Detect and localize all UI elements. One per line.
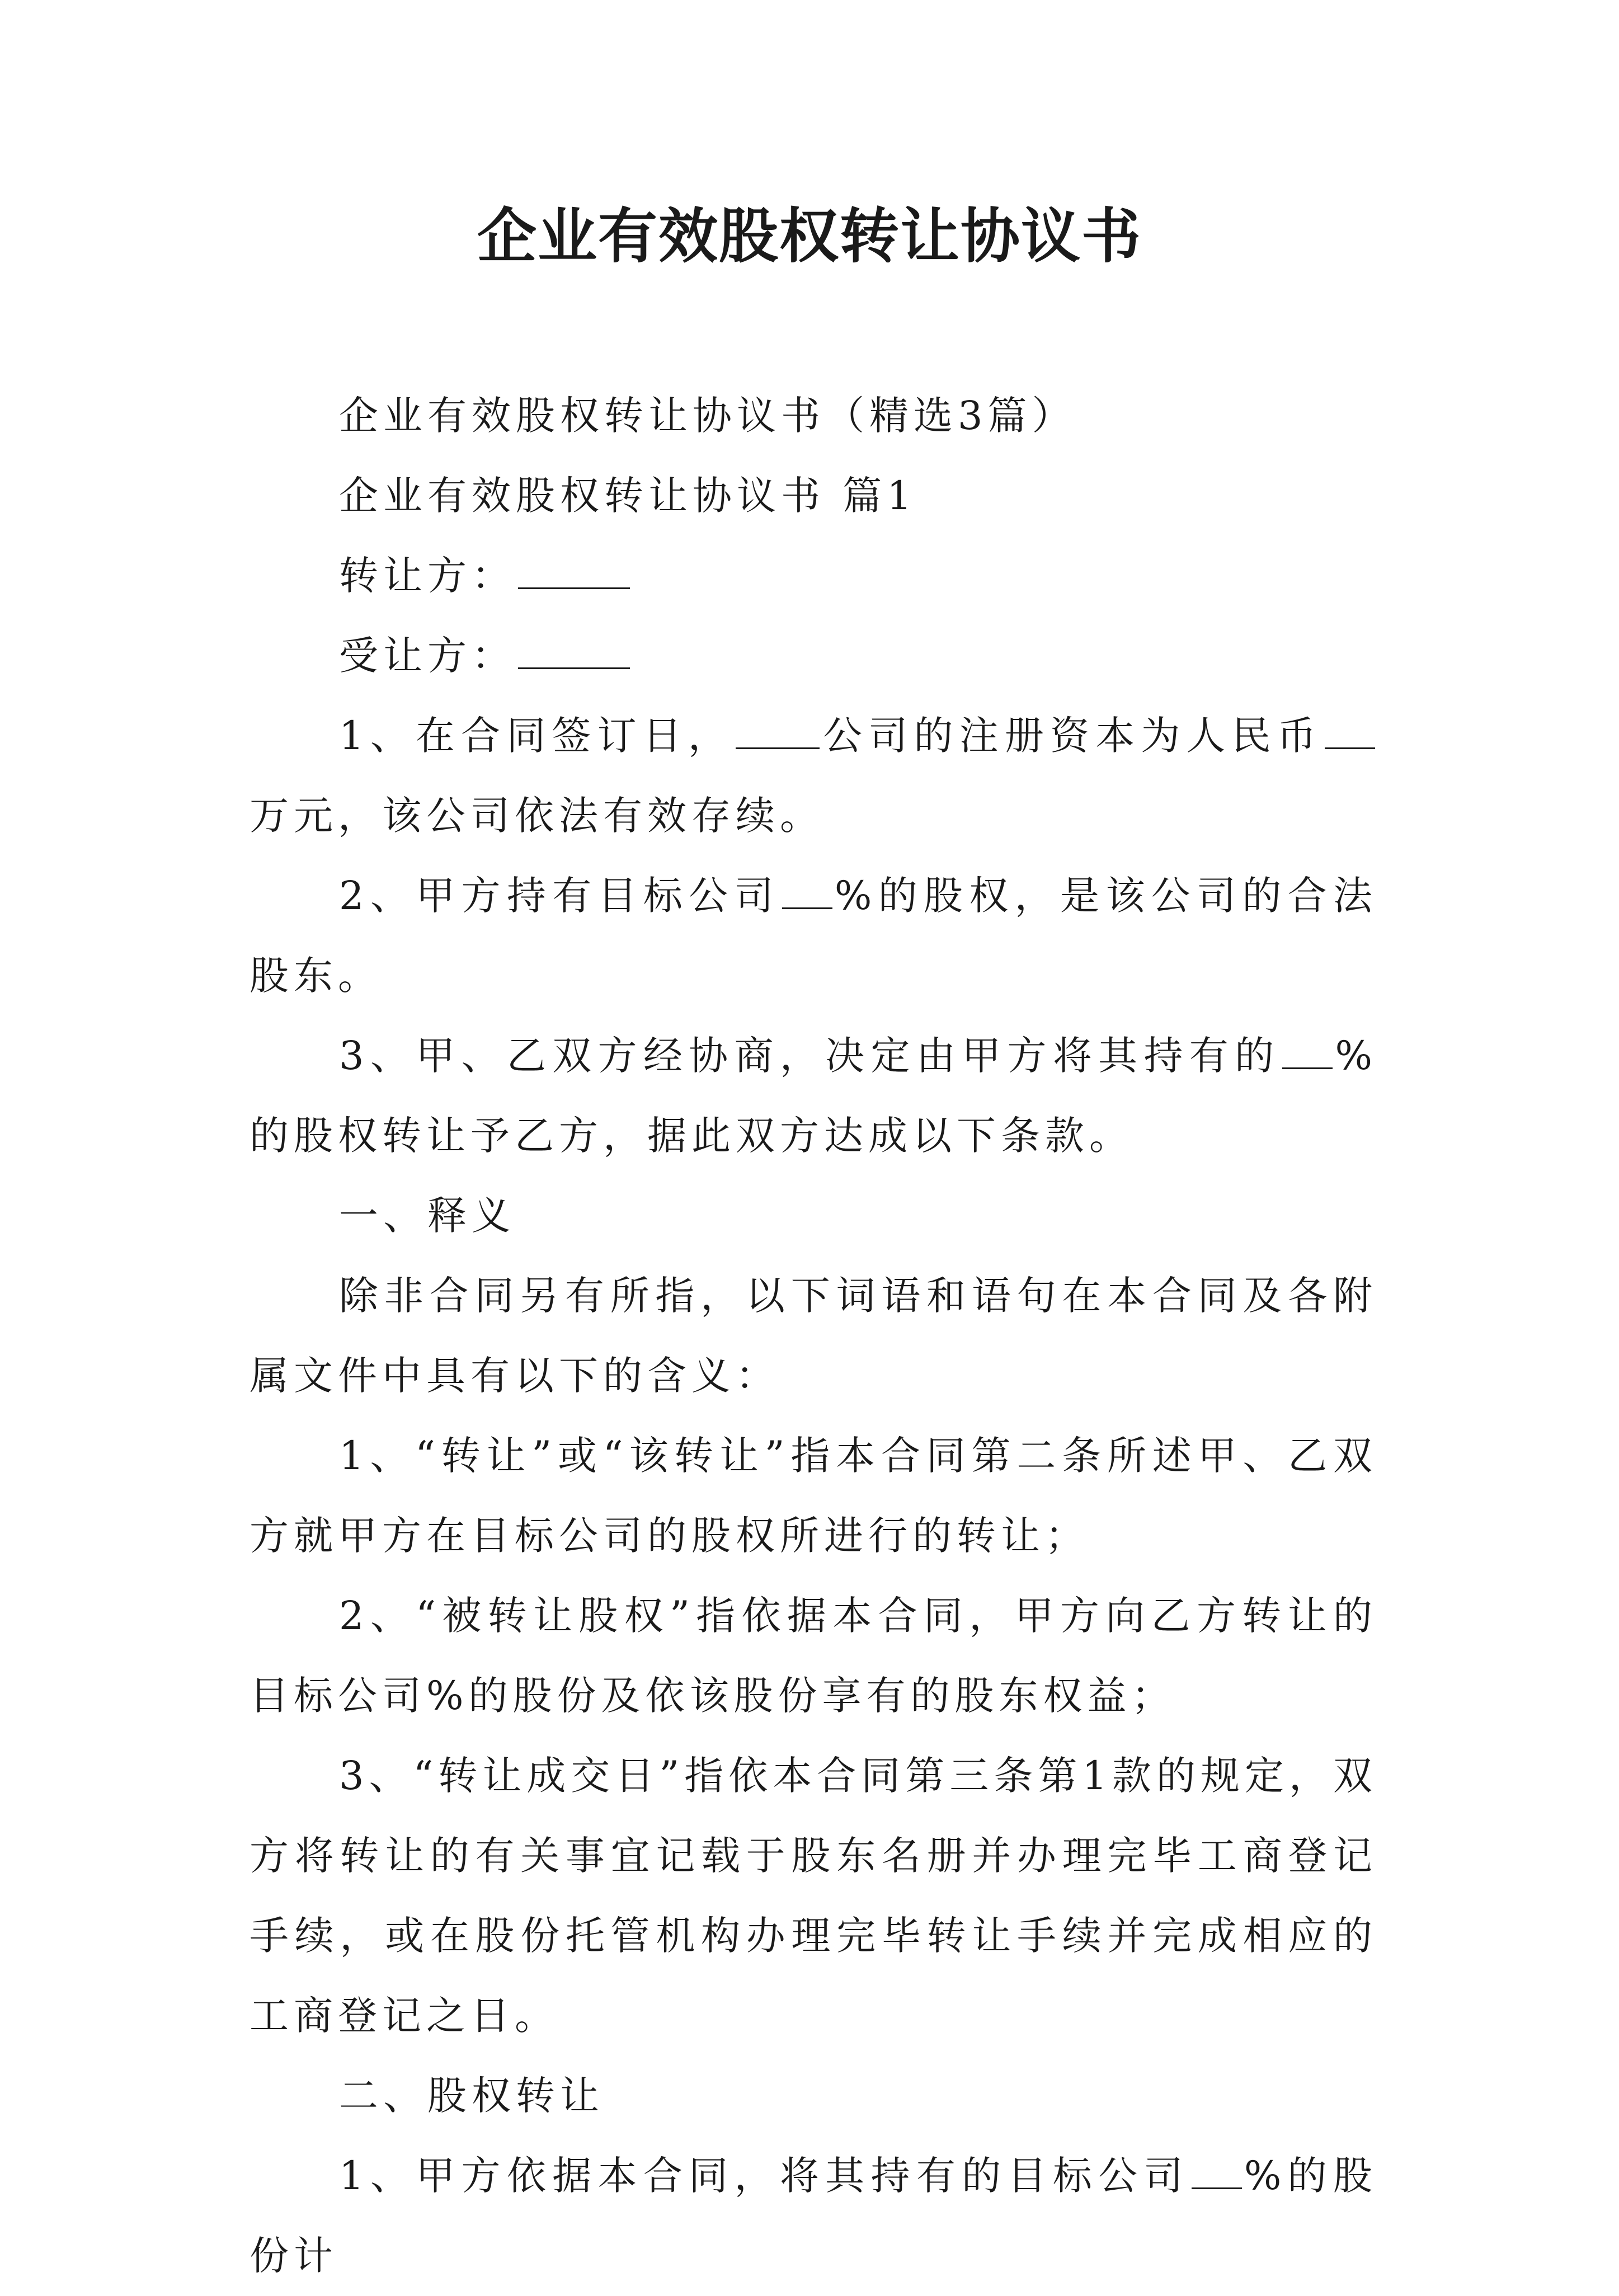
definition-3: 3、“转让成交日”指依本合同第三条第1款的规定，双方将转让的有关事宜记载于股东名册并办理完毕工商登记手续，或在股份托管机构办理完毕转让手续并完成相应的工商登记之日。 xyxy=(250,1753,1377,2039)
clause-2-part-b: %的股权，是该公司的合法股东。 xyxy=(250,873,1377,999)
heading-definitions: 一、释义 xyxy=(339,1193,516,1239)
transferee-blank xyxy=(518,632,630,669)
transfer-percent-blank xyxy=(1282,1032,1333,1069)
heading-equity-transfer: 二、股权转让 xyxy=(339,2073,604,2119)
transferee-line xyxy=(250,616,1377,696)
transferor-label: 转让方： xyxy=(339,553,516,599)
transfer-clause-1-part-a: 1、甲方依据本合同，将其持有的目标公司 xyxy=(339,2153,1189,2199)
definitions-intro: 除非合同另有所指，以下词语和语句在本合同及各附属文件中具有以下的含义： xyxy=(250,1273,1377,1399)
share-percent-blank xyxy=(782,872,832,909)
document-subtitle: 企业有效股权转让协议书（精选3篇） xyxy=(339,393,1076,439)
clause-3-part-a: 3、甲、乙双方经协商，决定由甲方将其持有的 xyxy=(339,1033,1281,1079)
clause-2 xyxy=(250,856,1377,1016)
clause-3-part-b: %的股权转让予乙方，据此双方达成以下条款。 xyxy=(250,1033,1377,1159)
document-title: 企业有效股权转让协议书 xyxy=(477,201,1142,271)
capital-blank xyxy=(1325,712,1375,749)
transferee-label: 受让方： xyxy=(339,633,516,679)
document-body xyxy=(250,376,1377,2296)
clause-1-part-a: 1、在合同签订日， xyxy=(339,713,734,759)
transfer-clause-1-part-b: %的股份计 xyxy=(250,2153,1377,2279)
clause-1-part-c: 万元，该公司依法有效存续。 xyxy=(250,793,824,839)
clause-2-part-a: 2、甲方持有目标公司 xyxy=(339,873,780,919)
definition-1: 1、“转让”或“该转让”指本合同第二条所述甲、乙双方就甲方在目标公司的股权所进行的转让； xyxy=(250,1433,1377,1559)
transfer-clause-percent-blank xyxy=(1192,2152,1242,2189)
clause-1 xyxy=(250,696,1377,856)
clause-3 xyxy=(250,1016,1377,1176)
definition-2: 2、“被转让股权”指依据本合同，甲方向乙方转让的目标公司%的股份及依该股份享有的股东权益； xyxy=(250,1593,1377,1719)
section-heading: 企业有效股权转让协议书 篇1 xyxy=(339,473,917,519)
company-name-blank xyxy=(736,712,820,749)
clause-1-part-b: 公司的注册资本为人民币 xyxy=(822,713,1323,759)
transferor-blank xyxy=(518,552,630,589)
transferor-line xyxy=(250,536,1377,616)
transfer-clause-1 xyxy=(250,2136,1377,2296)
